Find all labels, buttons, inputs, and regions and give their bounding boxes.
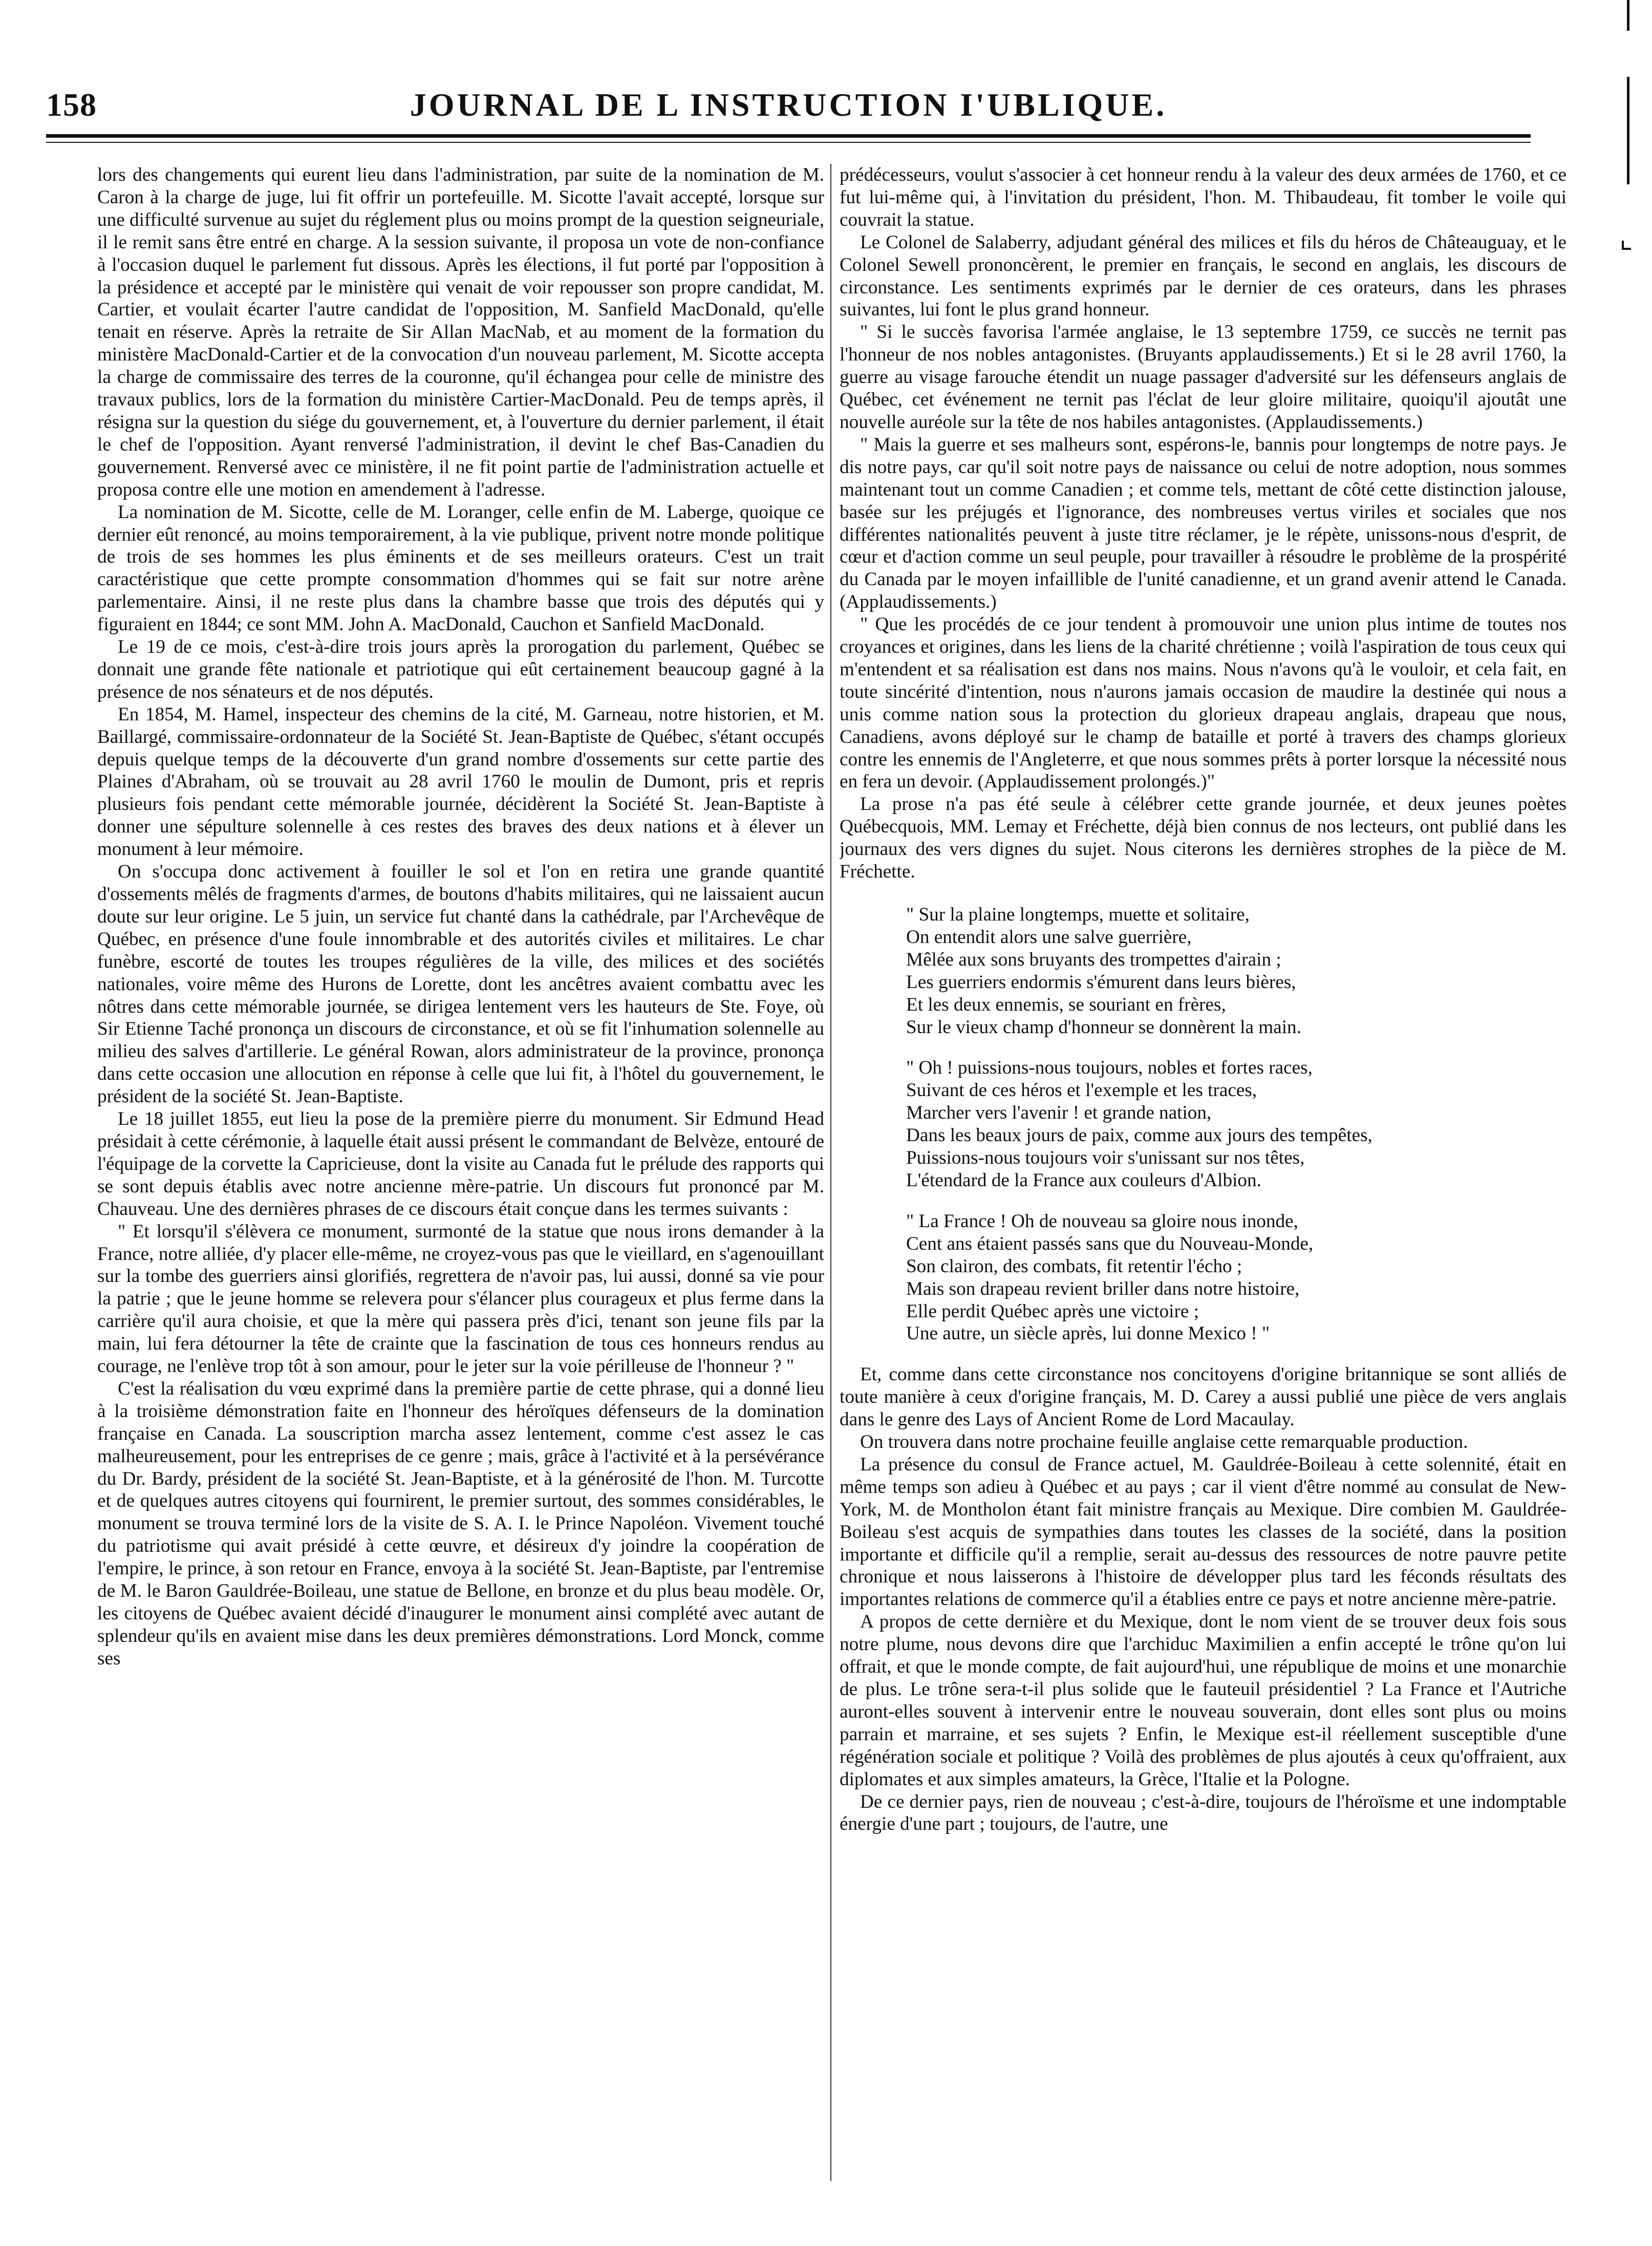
poem-verse: Dans les beaux jours de paix, comme aux jours des tempêtes,	[906, 1125, 1372, 1146]
paragraph: On s'occupa donc activement à fouiller le sol et l'on en retira une grande quantité d'ossements mêlés de fragments d'armes, de boutons d'habits militaires, qui ne laissaient aucun doute sur leur origine. Le 5 juin, un service fut chanté dans la cathédrale, par l'Archevêque de Québec, en présence d'une foule innombrable et des autorités civiles et militaires. Le char funèbre, escorté de toutes les troupes régulières de la ville, des milices et des sociétés nationales, voire même des Hurons de Lorette, dont les ancêtres avaient combattu avec les nôtres dans cette mémorable journée, se dirigea lentement vers les hauteurs de Ste. Foye, où Sir Etienne Taché prononça un discours de circonstance, et où se fit l'inhumation solennelle au milieu des salves d'artillerie. Le général Rowan, alors administrateur de la province, prononça dans cette occasion une allocution en réponse à celle que lui fit, à l'hôtel du gouvernement, le président de la société St. Jean-Baptiste.	[97, 861, 824, 1107]
page-edge-mark	[1627, 0, 1629, 31]
speech-quote: " Si le succès favorisa l'armée anglaise, le 13 septembre 1759, ce succès ne ternit pas l'honneur de nos nobles antagonistes. (Bruyants applaudissements.) Et si le 28 avril 1760, la guerre au visage farouche étendit un nuage passager d'adversité sur les défenseurs anglais de Québec, cet événement ne ternit pas l'éclat de leur gloire militaire, quoiqu'il ajoutât une nouvelle auréole sur la tête de nos habiles antagonistes. (Applaudissements.)	[840, 322, 1567, 433]
poem-verse: Les guerriers endormis s'émurent dans leurs bières,	[906, 971, 1296, 993]
poem-verse: " La France ! Oh de nouveau sa gloire nous inonde,	[906, 1210, 1298, 1232]
paragraph: Et, comme dans cette circonstance nos concitoyens d'origine britannique se sont alliés de toute manière à ceux d'origine français, M. D. Carey a aussi publié une pièce de vers anglais dans le genre des Lays of Ancient Rome de Lord Macaulay.	[840, 1364, 1567, 1430]
paragraph: Le Colonel de Salaberry, adjudant général des milices et fils du héros de Châteauguay, et le Colonel Sewell prononcèrent, le premier en français, le second en anglais, les discours de circonstance. Les sentiments exprimés par le dernier de ces orateurs, dans les phrases suivantes, lui font le plus grand honneur.	[840, 231, 1567, 320]
paragraph: De ce dernier pays, rien de nouveau ; c'est-à-dire, toujours de l'héroïsme et une indomptable énergie d'une part ; toujours, de l'autre, une	[840, 1791, 1567, 1835]
journal-title: JOURNAL DE L INSTRUCTION I'UBLIQUE.	[410, 87, 1167, 123]
paragraph: Le 18 juillet 1855, eut lieu la pose de la première pierre du monument. Sir Edmund Head présidait à cette cérémonie, à laquelle était aussi présent le commandant de Belvèze, entouré de l'équipage de la corvette la Capricieuse, dont la visite au Canada fut le prélude des rapports qui se sont depuis établis avec notre ancienne mère-patrie. Un discours fut prononcé par M. Chauveau. Une des dernières phrases de ce discours était conçue dans les termes suivants :	[97, 1108, 824, 1220]
poem-stanza	[906, 904, 1567, 1038]
poem-verse: Elle perdit Québec après une victoire ;	[906, 1300, 1199, 1322]
header-rule	[46, 134, 1531, 138]
poem-verse: Puissions-nous toujours voir s'unissant sur nos têtes,	[906, 1147, 1305, 1169]
poem-verse: Marcher vers l'avenir ! et grande nation,	[906, 1102, 1212, 1124]
poem-stanza	[906, 1057, 1567, 1191]
poem-verse: Mais son drapeau revient briller dans notre histoire,	[906, 1278, 1300, 1299]
poem-verse: L'étendard de la France aux couleurs d'Albion.	[906, 1169, 1261, 1191]
paragraph: A propos de cette dernière et du Mexique, dont le nom vient de se trouver deux fois sous notre plume, nous devons dire que l'archiduc Maximilien a enfin accepté le trône qu'on lui offrait, et que le monde compte, de fait aujourd'hui, une république de moins et une monarchie de plus. Le trône sera-t-il plus solide que le fauteuil présidentiel ? La France et l'Autriche auront-elles souvent à intervenir entre le nouveau souverain, dont elles sont plus ou moins parrain et marraine, et ses sujets ? Enfin, le Mexique est-il réellement susceptible d'une régénération sociale et politique ? Voilà des problèmes de plus ajoutés à ceux qu'offraient, aux diplomates et aux simples amateurs, la Grèce, l'Italie et la Pologne.	[840, 1611, 1567, 1790]
paragraph: prédécesseurs, voulut s'associer à cet honneur rendu à la valeur des deux armées de 1760, et ce fut lui-même qui, à l'invitation du président, l'hon. M. Thibaudeau, fit tomber le voile qui couvrait la statue.	[840, 164, 1567, 230]
poem-verse: " Oh ! puissions-nous toujours, nobles et fortes races,	[906, 1057, 1313, 1079]
column-divider	[830, 164, 831, 2181]
poem-stanza	[906, 1210, 1567, 1345]
poem-verse: Mêlée aux sons bruyants des trompettes d'airain ;	[906, 949, 1281, 970]
page-edge-mark	[1627, 77, 1629, 184]
running-header	[46, 77, 1531, 133]
paragraph: La prose n'a pas été seule à célébrer cette grande journée, et deux jeunes poètes Québecquois, MM. Lemay et Fréchette, déjà bien connus de nos lecteurs, ont publié dans les journaux des vers dignes du sujet. Nous citerons les dernières strophes de la pièce de M. Fréchette.	[840, 794, 1567, 883]
poem-verse: Cent ans étaient passés sans que du Nouveau-Monde,	[906, 1233, 1314, 1254]
page-number: 158	[46, 87, 97, 123]
page-edge-mark	[1622, 241, 1631, 250]
paragraph: Le 19 de ce mois, c'est-à-dire trois jours après la prorogation du parlement, Québec se donnait une grande fête nationale et patriotique qui eût certainement beaucoup gagné à la présence de nos sénateurs et de nos députés.	[97, 636, 824, 702]
paragraph: lors des changements qui eurent lieu dans l'administration, par suite de la nomination de M. Caron à la charge de juge, lui fit offrir un portefeuille. M. Sicotte l'avait accepté, lorsque sur une difficulté survenue au sujet du réglement plus ou moins prompt de la question seigneuriale, il le remit sans être entré en charge. A la session suivante, il proposa un vote de non-confiance à l'occasion duquel le parlement fut dissous. Après les élections, il fut porté par l'opposition à la présidence et accepté par le ministère qui venait de voir repousser son propre candidat, M. Cartier, et voulait écarter l'autre candidat de l'opposition, M. Sanfield MacDonald, qu'elle tenait en réserve. Après la retraite de Sir Allan MacNab, et au moment de la formation du ministère MacDonald-Cartier et de la convocation d'un nouveau parlement, M. Sicotte accepta la charge de commissaire des terres de la couronne, qu'il échangea pour celle de ministre des travaux publics, lors de la formation du ministère Cartier-MacDonald. Peu de temps après, il résigna sur la question du siége du gouvernement, et, à l'ouverture du dernier parlement, il était le chef de l'opposition. Ayant renversé l'administration, il devint le chef Bas-Canadien du gouvernement. Renversé avec ce ministère, il ne fit point partie de l'administration actuelle et proposa contre elle une motion en amendement à l'adresse.	[97, 164, 824, 500]
right-column	[840, 164, 1567, 2191]
poem-verse: Et les deux ennemis, se souriant en frères,	[906, 994, 1226, 1015]
poem	[840, 904, 1567, 1345]
poem-verse: On entendit alors une salve guerrière,	[906, 926, 1192, 948]
paragraph: C'est la réalisation du vœu exprimé dans la première partie de cette phrase, qui a donné lieu à la troisième démonstration faite en l'honneur des héroïques défenseurs de la domination française en Canada. La souscription marcha assez lentement, comme c'est assez le cas malheureusement, pour les entreprises de ce genre ; mais, grâce à l'activité et à la persévérance du Dr. Bardy, président de la société St. Jean-Baptiste, et à la générosité de l'hon. M. Turcotte et de quelques autres citoyens qui fournirent, le premier surtout, des sommes considérables, le monument se trouva terminé lors de la visite de S. A. I. le Prince Napoléon. Vivement touché du patriotisme qui avait présidé à cette œuvre, et désireux d'y joindre la coopération de l'empire, le prince, à son retour en France, envoya à la société St. Jean-Baptiste, par l'entremise de M. le Baron Gauldrée-Boileau, une statue de Bellone, en bronze et du plus beau modèle. Or, les citoyens de Québec avaient décidé d'inaugurer le monument ainsi complété avec autant de splendeur qu'ils en avaient mise dans les deux premières démonstrations. Lord Monck, comme ses	[97, 1378, 824, 1669]
poem-verse: Une autre, un siècle après, lui donne Mexico ! "	[906, 1323, 1270, 1344]
paragraph: La nomination de M. Sicotte, celle de M. Loranger, celle enfin de M. Laberge, quoique ce dernier eût renoncé, au moins temporairement, à la vie publique, privent notre monde politique de trois de ses hommes les plus éminents et de ses meilleurs orateurs. C'est un trait caractéristique que cette prompte consommation d'hommes qui se fait sur notre arène parlementaire. Ainsi, il ne reste plus dans la chambre basse que trois des députés qui y figuraient en 1844; ce sont MM. John A. MacDonald, Cauchon et Sanfield MacDonald.	[97, 501, 824, 635]
header-rule	[46, 142, 1531, 143]
poem-verse: Son clairon, des combats, fit retentir l'écho ;	[906, 1255, 1242, 1277]
paragraph: On trouvera dans notre prochaine feuille anglaise cette remarquable production.	[860, 1431, 1468, 1453]
speech-quote: " Et lorsqu'il s'élèvera ce monument, surmonté de la statue que nous irons demander à la France, notre alliée, d'y placer elle-même, ne croyez-vous pas que le vieillard, en s'agenouillant sur la tombe des guerriers ainsi glorifiés, regrettera de n'avoir pas, lui aussi, donné sa vie pour la patrie ; que le jeune homme se relevera pour s'élancer plus courageux et plus ferme dans la carrière qu'il aura choisie, et que la mère qui passera près d'ici, tenant son jeune fils par la main, lui fera détourner la tête de crainte que la fascination de tous ces honneurs rendus au courage, ne l'enlève trop tôt à son amour, pour le jeter sur la voie périlleuse de l'honneur ? "	[97, 1221, 824, 1377]
poem-verse: Sur le vieux champ d'honneur se donnèrent la main.	[906, 1016, 1301, 1038]
poem-verse: " Sur la plaine longtemps, muette et solitaire,	[906, 904, 1250, 925]
left-column	[97, 164, 824, 2191]
poem-verse: Suivant de ces héros et l'exemple et les traces,	[906, 1080, 1257, 1101]
speech-quote: " Que les procédés de ce jour tendent à promouvoir une union plus intime de toutes nos croyances et origines, dans les liens de la charité chrétienne ; voilà l'aspiration de tous ceux qui m'entendent et sa réalisation est dans nos mains. Nous n'avons qu'à le vouloir, et cela fait, en toute sincérité d'intention, nous n'aurons jamais occasion de maudire la destinée qui nous a unis comme nation sous la protection du glorieux drapeau anglais, drapeau que nous, Canadiens, avons déployé sur le champ de bataille et porté à travers des champs glorieux contre les ennemis de l'Angleterre, et que nous sommes prêts à porter lorsque la nécessité nous en fera un devoir. (Applaudissement prolongés.)"	[840, 614, 1567, 793]
paragraph: En 1854, M. Hamel, inspecteur des chemins de la cité, M. Garneau, notre historien, et M. Baillargé, commissaire-ordonnateur de la Société St. Jean-Baptiste de Québec, s'étant occupés depuis quelque temps de la découverte d'un grand nombre d'ossements sur cette partie des Plaines d'Abraham, où se trouvait au 28 avril 1760 le moulin de Dumont, pris et repris plusieurs fois pendant cette mémorable journée, décidèrent la Société St. Jean-Baptiste à donner une sépulture solennelle à ces restes des braves des deux nations et à élever un monument à leur mémoire.	[97, 703, 824, 860]
paragraph: La présence du consul de France actuel, M. Gauldrée-Boileau à cette solennité, était en même temps son adieu à Québec et au pays ; car il vient d'être nommé au consulat de New-York, M. de Montholon étant fait ministre français au Mexique. Dire combien M. Gauldrée-Boileau s'est acquis de sympathies dans toutes les classes de la société, dans la position importante et difficile qu'il a remplie, serait au-dessus des ressources de notre pauvre petite chronique et nous laisserons à l'histoire de développer plus tard les féconds résultats des importantes relations de commerce qu'il a établies entre ce pays et notre ancienne mère-patrie.	[840, 1453, 1567, 1610]
speech-quote: " Mais la guerre et ses malheurs sont, espérons-le, bannis pour longtemps de notre pays. Je dis notre pays, car qu'il soit notre pays de naissance ou celui de notre adoption, nous sommes maintenant tout un comme Canadien ; et comme tels, mettant de côté cette distinction jalouse, basée sur les préjugés et l'ignorance, des nombreuses vertus viriles et sociales que nos différentes nationalités peuvent à juste titre réclamer, je le répète, unissons-nous d'esprit, de cœur et d'action comme un seul peuple, pour travailler à résoudre le problème de la prospérité du Canada par le moyen infaillible de l'unité canadienne, et un grand avenir attend le Canada. (Applaudissements.)	[840, 434, 1567, 613]
